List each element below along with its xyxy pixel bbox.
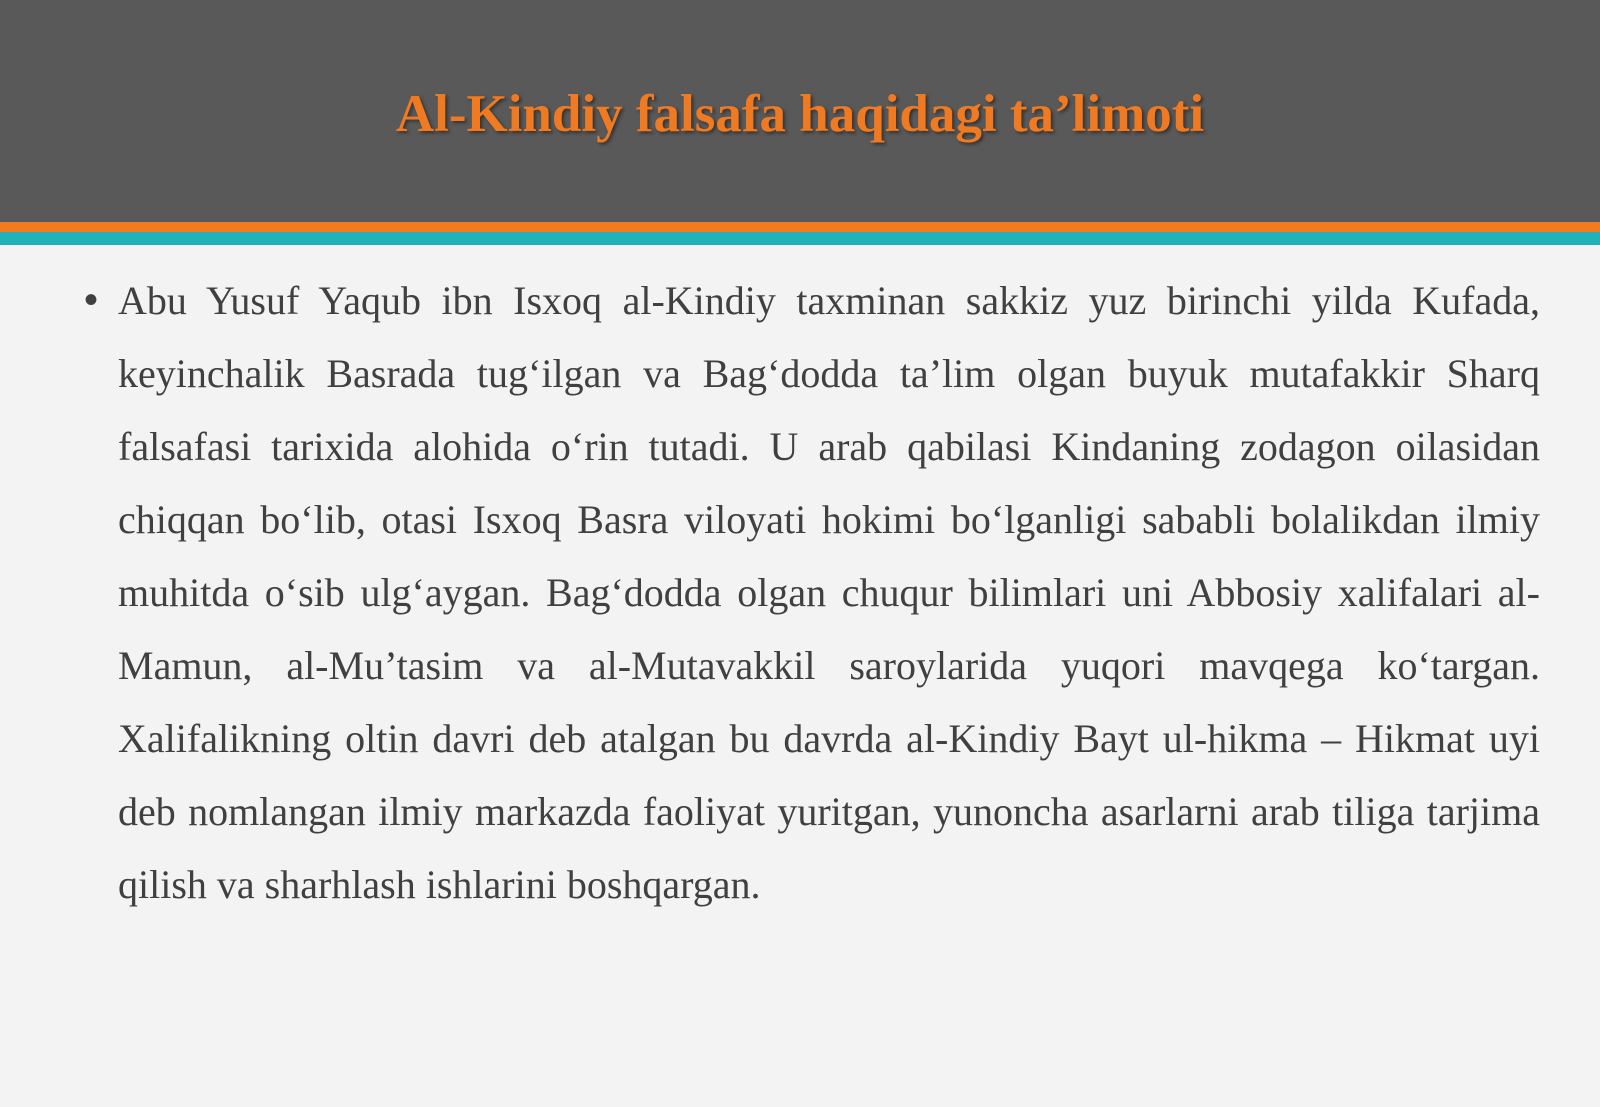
- bullet-marker: •: [84, 278, 99, 322]
- bullet-text: Abu Yusuf Yaqub ibn Isxoq al-Kindiy taxminan sakkiz yuz birinchi yilda Kufada, keyinchalik Basrada tug‘ilgan va Bag‘dodda ta’lim olgan buyuk mutafakkir Sharq falsafasi tarixida alohida o‘rin tutadi. U arab qabilasi Kindaning zodagon oilasidan chiqqan bo‘lib, otasi Isxoq Basra viloyati hokimi bo‘lganligi sababli bolalikdan ilmiy muhitda o‘sib ulg‘aygan. Bag‘dodda olgan chuqur bilimlari uni Abbosiy xalifalari al-Mamun, al-Mu’tasim va al-Mutavakkil saroylarida yuqori mavqega ko‘targan. Xalifalikning oltin davri deb atalgan bu davrda al-Kindiy Bayt ul-hikma – Hikmat uyi deb nomlangan ilmiy markazda faoliyat yuritgan, yunoncha asarlarni arab tiliga tarjima qilish va sharhlash ishlarini boshqargan.: [118, 278, 1540, 907]
- accent-stripe-orange: [0, 222, 1600, 232]
- content-area: [78, 264, 1540, 921]
- title-bar: [0, 0, 1600, 222]
- accent-stripe-teal: [0, 232, 1600, 245]
- slide-title: Al-Kindiy falsafa haqidagi ta’limoti: [395, 85, 1205, 143]
- bullet-item: [78, 264, 1540, 921]
